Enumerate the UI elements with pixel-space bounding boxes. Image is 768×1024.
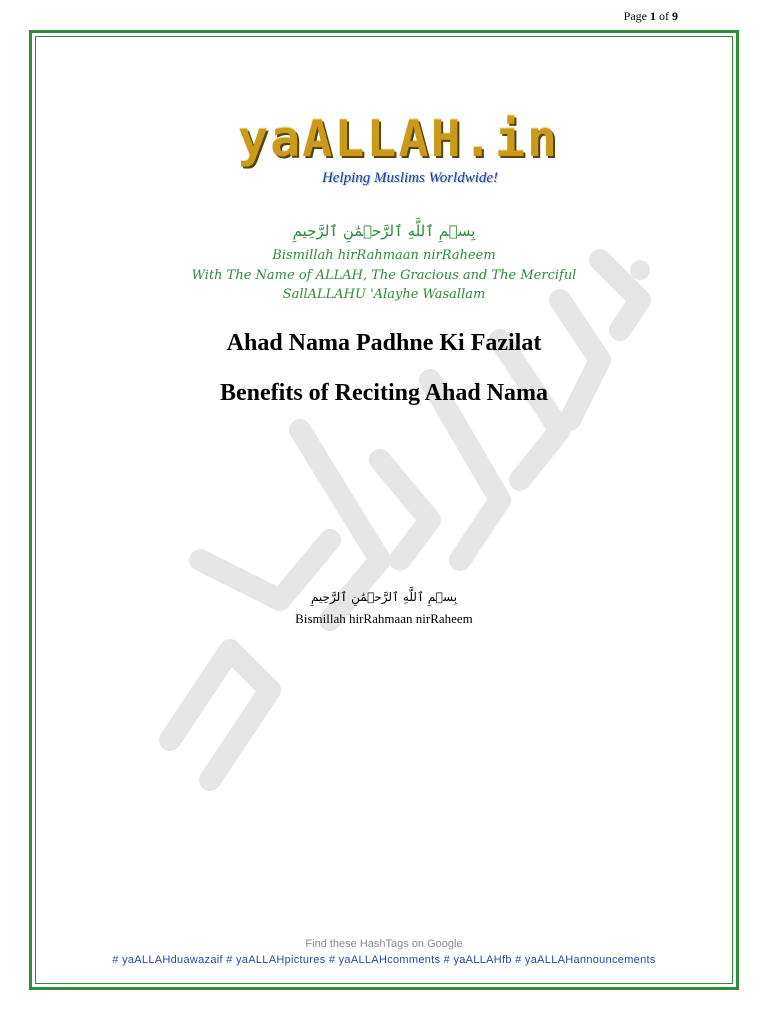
page-subtitle: Benefits of Reciting Ahad Nama [220, 380, 548, 406]
arabic-bismillah-body: بِسۡمِ ٱللَّهِ ٱلرَّحۡمَٰنِ ٱلرَّحِيمِ [310, 590, 458, 604]
logo-tagline: Helping Muslims Worldwide! [321, 170, 499, 186]
footer-hashtags-link[interactable]: # yaALLAHduawazaif # yaALLAHpictures # yaALLAHcomments # yaALLAHfb # yaALLAHannouncements [112, 954, 656, 966]
site-logo [238, 110, 560, 170]
page-of: of [659, 9, 669, 23]
intro-salawat: SallALLAHU 'Alayhe Wasallam [282, 287, 486, 302]
page-number [624, 9, 678, 24]
arabic-bismillah-header: بِسۡمِ ٱللَّهِ ٱلرَّحۡمَٰنِ ٱلرَّحِيمِ [292, 222, 476, 240]
intro-name-of-allah: With The Name of ALLAH, The Gracious and The Merciful [191, 268, 577, 283]
intro-bismillah: Bismillah hirRahmaan nirRaheem [272, 248, 496, 263]
page-current: 1 [650, 9, 656, 23]
logo-text: yaALLAH.in [238, 110, 560, 168]
page-label: Page [623, 9, 647, 23]
page-title: Ahad Nama Padhne Ki Fazilat [226, 330, 542, 356]
page-total: 9 [672, 9, 678, 23]
body-bismillah: Bismillah hirRahmaan nirRaheem [295, 611, 473, 626]
footer-find-hashtags: Find these HashTags on Google [305, 938, 463, 950]
